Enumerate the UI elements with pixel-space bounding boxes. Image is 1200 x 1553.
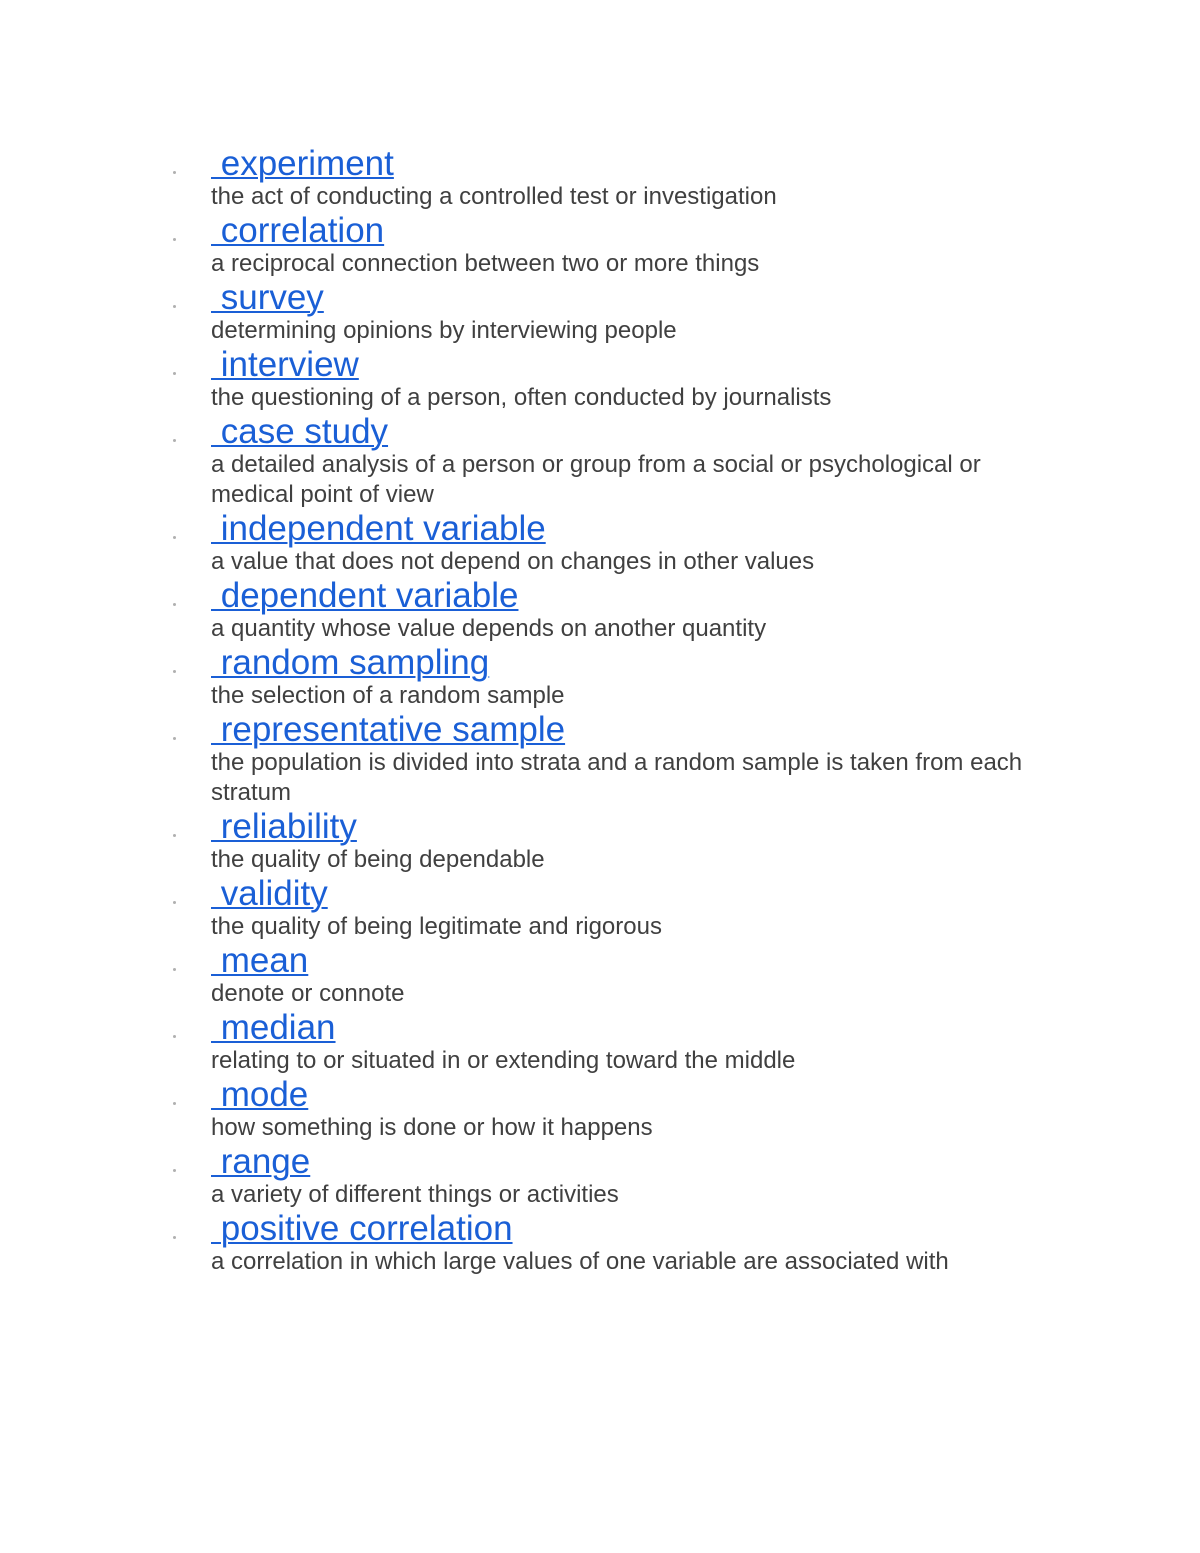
- glossary-entry: [0, 212, 1200, 279]
- term-link[interactable]: validity: [211, 874, 328, 913]
- glossary-entry: [0, 711, 1200, 808]
- glossary-entry: [0, 413, 1200, 510]
- term-link[interactable]: experiment: [211, 144, 394, 183]
- glossary-entry: [0, 875, 1200, 942]
- term-link[interactable]: survey: [211, 278, 324, 317]
- term-definition: the quality of being dependable: [211, 846, 545, 873]
- term-definition: a detailed analysis of a person or group from a social or psychological or medical point of view: [211, 451, 981, 508]
- term-definition: a variety of different things or activities: [211, 1181, 619, 1208]
- term-definition: a correlation in which large values of one variable are associated with: [211, 1248, 949, 1275]
- bullet-dot-icon: [173, 968, 176, 971]
- bullet-dot-icon: [173, 737, 176, 740]
- glossary-entry: [0, 1210, 1200, 1277]
- term-link[interactable]: positive correlation: [211, 1209, 513, 1248]
- term-definition: a quantity whose value depends on another quantity: [211, 615, 767, 642]
- glossary-entry: [0, 808, 1200, 875]
- glossary-entry: [0, 644, 1200, 711]
- term-link[interactable]: reliability: [211, 807, 357, 846]
- bullet-dot-icon: [173, 305, 176, 308]
- glossary-entry: [0, 942, 1200, 1009]
- term-definition: a reciprocal connection between two or more things: [211, 250, 760, 277]
- term-link[interactable]: range: [211, 1142, 311, 1181]
- glossary-entry: [0, 279, 1200, 346]
- bullet-dot-icon: [173, 603, 176, 606]
- term-link[interactable]: interview: [211, 345, 359, 384]
- bullet-dot-icon: [173, 834, 176, 837]
- bullet-dot-icon: [173, 439, 176, 442]
- glossary-entry: [0, 510, 1200, 577]
- glossary-list: [0, 145, 1200, 1277]
- term-definition: determining opinions by interviewing people: [211, 317, 677, 344]
- bullet-dot-icon: [173, 238, 176, 241]
- glossary-entry: [0, 346, 1200, 413]
- bullet-dot-icon: [173, 901, 176, 904]
- term-definition: the act of conducting a controlled test or investigation: [211, 183, 777, 210]
- term-definition: a value that does not depend on changes in other values: [211, 548, 815, 575]
- bullet-dot-icon: [173, 1035, 176, 1038]
- glossary-entry: [0, 1143, 1200, 1210]
- term-definition: the population is divided into strata and a random sample is taken from each stratum: [211, 749, 1023, 806]
- term-link[interactable]: representative sample: [211, 710, 566, 749]
- term-link[interactable]: case study: [211, 412, 389, 451]
- term-definition: denote or connote: [211, 980, 405, 1007]
- term-definition: how something is done or how it happens: [211, 1114, 653, 1141]
- term-definition: relating to or situated in or extending toward the middle: [211, 1047, 796, 1074]
- term-definition: the selection of a random sample: [211, 682, 565, 709]
- glossary-entry: [0, 1009, 1200, 1076]
- bullet-dot-icon: [173, 372, 176, 375]
- term-definition: the quality of being legitimate and rigorous: [211, 913, 662, 940]
- bullet-dot-icon: [173, 670, 176, 673]
- term-link[interactable]: mode: [211, 1075, 309, 1114]
- bullet-dot-icon: [173, 1169, 176, 1172]
- glossary-entry: [0, 577, 1200, 644]
- term-link[interactable]: dependent variable: [211, 576, 519, 615]
- term-link[interactable]: median: [211, 1008, 336, 1047]
- bullet-dot-icon: [173, 536, 176, 539]
- glossary-entry: [0, 145, 1200, 212]
- term-link[interactable]: correlation: [211, 211, 385, 250]
- term-link[interactable]: mean: [211, 941, 309, 980]
- bullet-dot-icon: [173, 1236, 176, 1239]
- bullet-dot-icon: [173, 1102, 176, 1105]
- term-link[interactable]: independent variable: [211, 509, 546, 548]
- bullet-dot-icon: [173, 171, 176, 174]
- term-definition: the questioning of a person, often conducted by journalists: [211, 384, 832, 411]
- glossary-entry: [0, 1076, 1200, 1143]
- term-link[interactable]: random sampling: [211, 643, 490, 682]
